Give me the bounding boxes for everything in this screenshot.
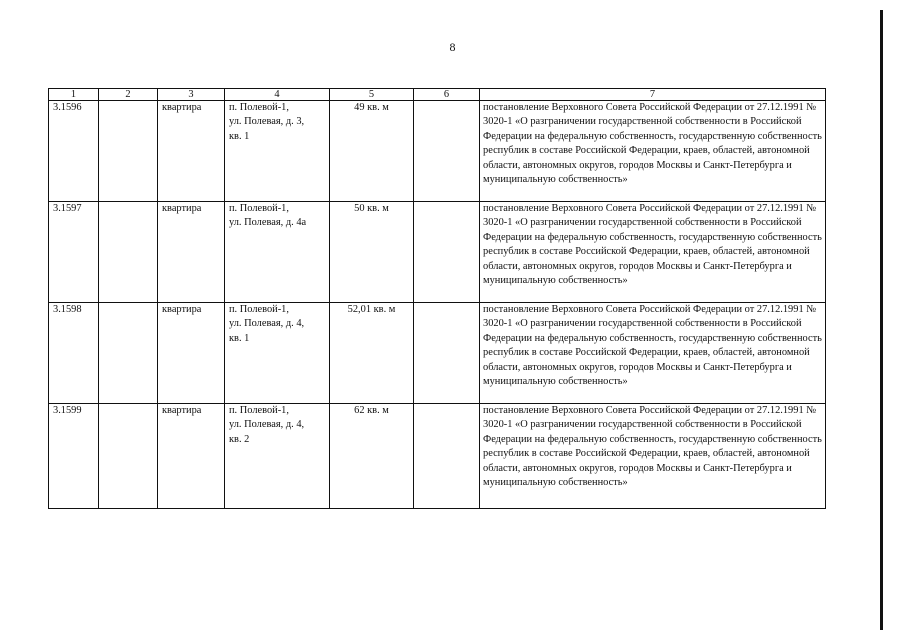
header-col-3: 3 <box>158 89 225 101</box>
column-2-cell <box>99 202 158 303</box>
property-table <box>48 88 826 509</box>
address-line: п. Полевой-1, <box>229 203 289 214</box>
table-row <box>49 404 826 509</box>
table-row <box>49 303 826 404</box>
area-cell: 49 кв. м <box>330 101 414 202</box>
column-2-cell <box>99 303 158 404</box>
page-edge-rule <box>880 10 883 630</box>
address-line: ул. Полевая, д. 4, <box>229 318 305 330</box>
address-line: ул. Полевая, д. 4, <box>229 419 305 431</box>
address-line: кв. 1 <box>229 130 250 142</box>
record-number: 3.1599 <box>49 404 99 509</box>
column-6-cell <box>414 303 480 404</box>
legal-basis-text: постановление Верховного Совета Российской Федерации от 27.12.1991 № 3020-1 «О разграничении государственной собственности в Российской Федерации на федеральную собственность, государственную собственность республик в составе Российской Федерации, краев, областей, автономной области, автономных округов, городов Москвы и Санкт-Петербурга и муниципальную собственность» <box>483 304 822 388</box>
address-line: п. Полевой-1, <box>229 304 289 315</box>
address-cell <box>225 303 330 404</box>
column-2-cell <box>99 101 158 202</box>
address-line: кв. 2 <box>229 433 250 445</box>
object-type: квартира <box>158 303 225 404</box>
legal-basis-cell <box>480 101 826 202</box>
address-line: ул. Полевая, д. 4а <box>229 217 307 229</box>
record-number: 3.1596 <box>49 101 99 202</box>
address-cell <box>225 404 330 509</box>
address-line: п. Полевой-1, <box>229 102 289 113</box>
column-6-cell <box>414 404 480 509</box>
area-cell: 62 кв. м <box>330 404 414 509</box>
column-6-cell <box>414 101 480 202</box>
address-line: п. Полевой-1, <box>229 405 289 416</box>
object-type: квартира <box>158 404 225 509</box>
area-cell: 52,01 кв. м <box>330 303 414 404</box>
address-cell <box>225 202 330 303</box>
object-type: квартира <box>158 202 225 303</box>
header-col-2: 2 <box>99 89 158 101</box>
address-line: кв. 1 <box>229 332 250 344</box>
header-col-1: 1 <box>49 89 99 101</box>
table-row <box>49 101 826 202</box>
object-type: квартира <box>158 101 225 202</box>
header-row <box>49 89 826 101</box>
area-cell: 50 кв. м <box>330 202 414 303</box>
header-col-5: 5 <box>330 89 414 101</box>
page-number: 8 <box>449 40 456 54</box>
legal-basis-cell <box>480 404 826 509</box>
legal-basis-cell <box>480 202 826 303</box>
record-number: 3.1598 <box>49 303 99 404</box>
header-col-6: 6 <box>414 89 480 101</box>
legal-basis-text: постановление Верховного Совета Российской Федерации от 27.12.1991 № 3020-1 «О разграничении государственной собственности в Российской Федерации на федеральную собственность, государственную собственность республик в составе Российской Федерации, краев, областей, автономной области, автономных округов, городов Москвы и Санкт-Петербурга и муниципальную собственность» <box>483 102 822 186</box>
address-cell <box>225 101 330 202</box>
column-2-cell <box>99 404 158 509</box>
record-number: 3.1597 <box>49 202 99 303</box>
address-line: ул. Полевая, д. 3, <box>229 116 305 128</box>
column-6-cell <box>414 202 480 303</box>
legal-basis-text: постановление Верховного Совета Российской Федерации от 27.12.1991 № 3020-1 «О разграничении государственной собственности в Российской Федерации на федеральную собственность, государственную собственность республик в составе Российской Федерации, краев, областей, автономной области, автономных округов, городов Москвы и Санкт-Петербурга и муниципальную собственность» <box>483 405 822 489</box>
legal-basis-cell <box>480 303 826 404</box>
legal-basis-text: постановление Верховного Совета Российской Федерации от 27.12.1991 № 3020-1 «О разграничении государственной собственности в Российской Федерации на федеральную собственность, государственную собственность республик в составе Российской Федерации, краев, областей, автономной области, автономных округов, городов Москвы и Санкт-Петербурга и муниципальную собственность» <box>483 203 822 287</box>
table-row <box>49 202 826 303</box>
header-col-4: 4 <box>225 89 330 101</box>
header-col-7: 7 <box>480 89 826 101</box>
